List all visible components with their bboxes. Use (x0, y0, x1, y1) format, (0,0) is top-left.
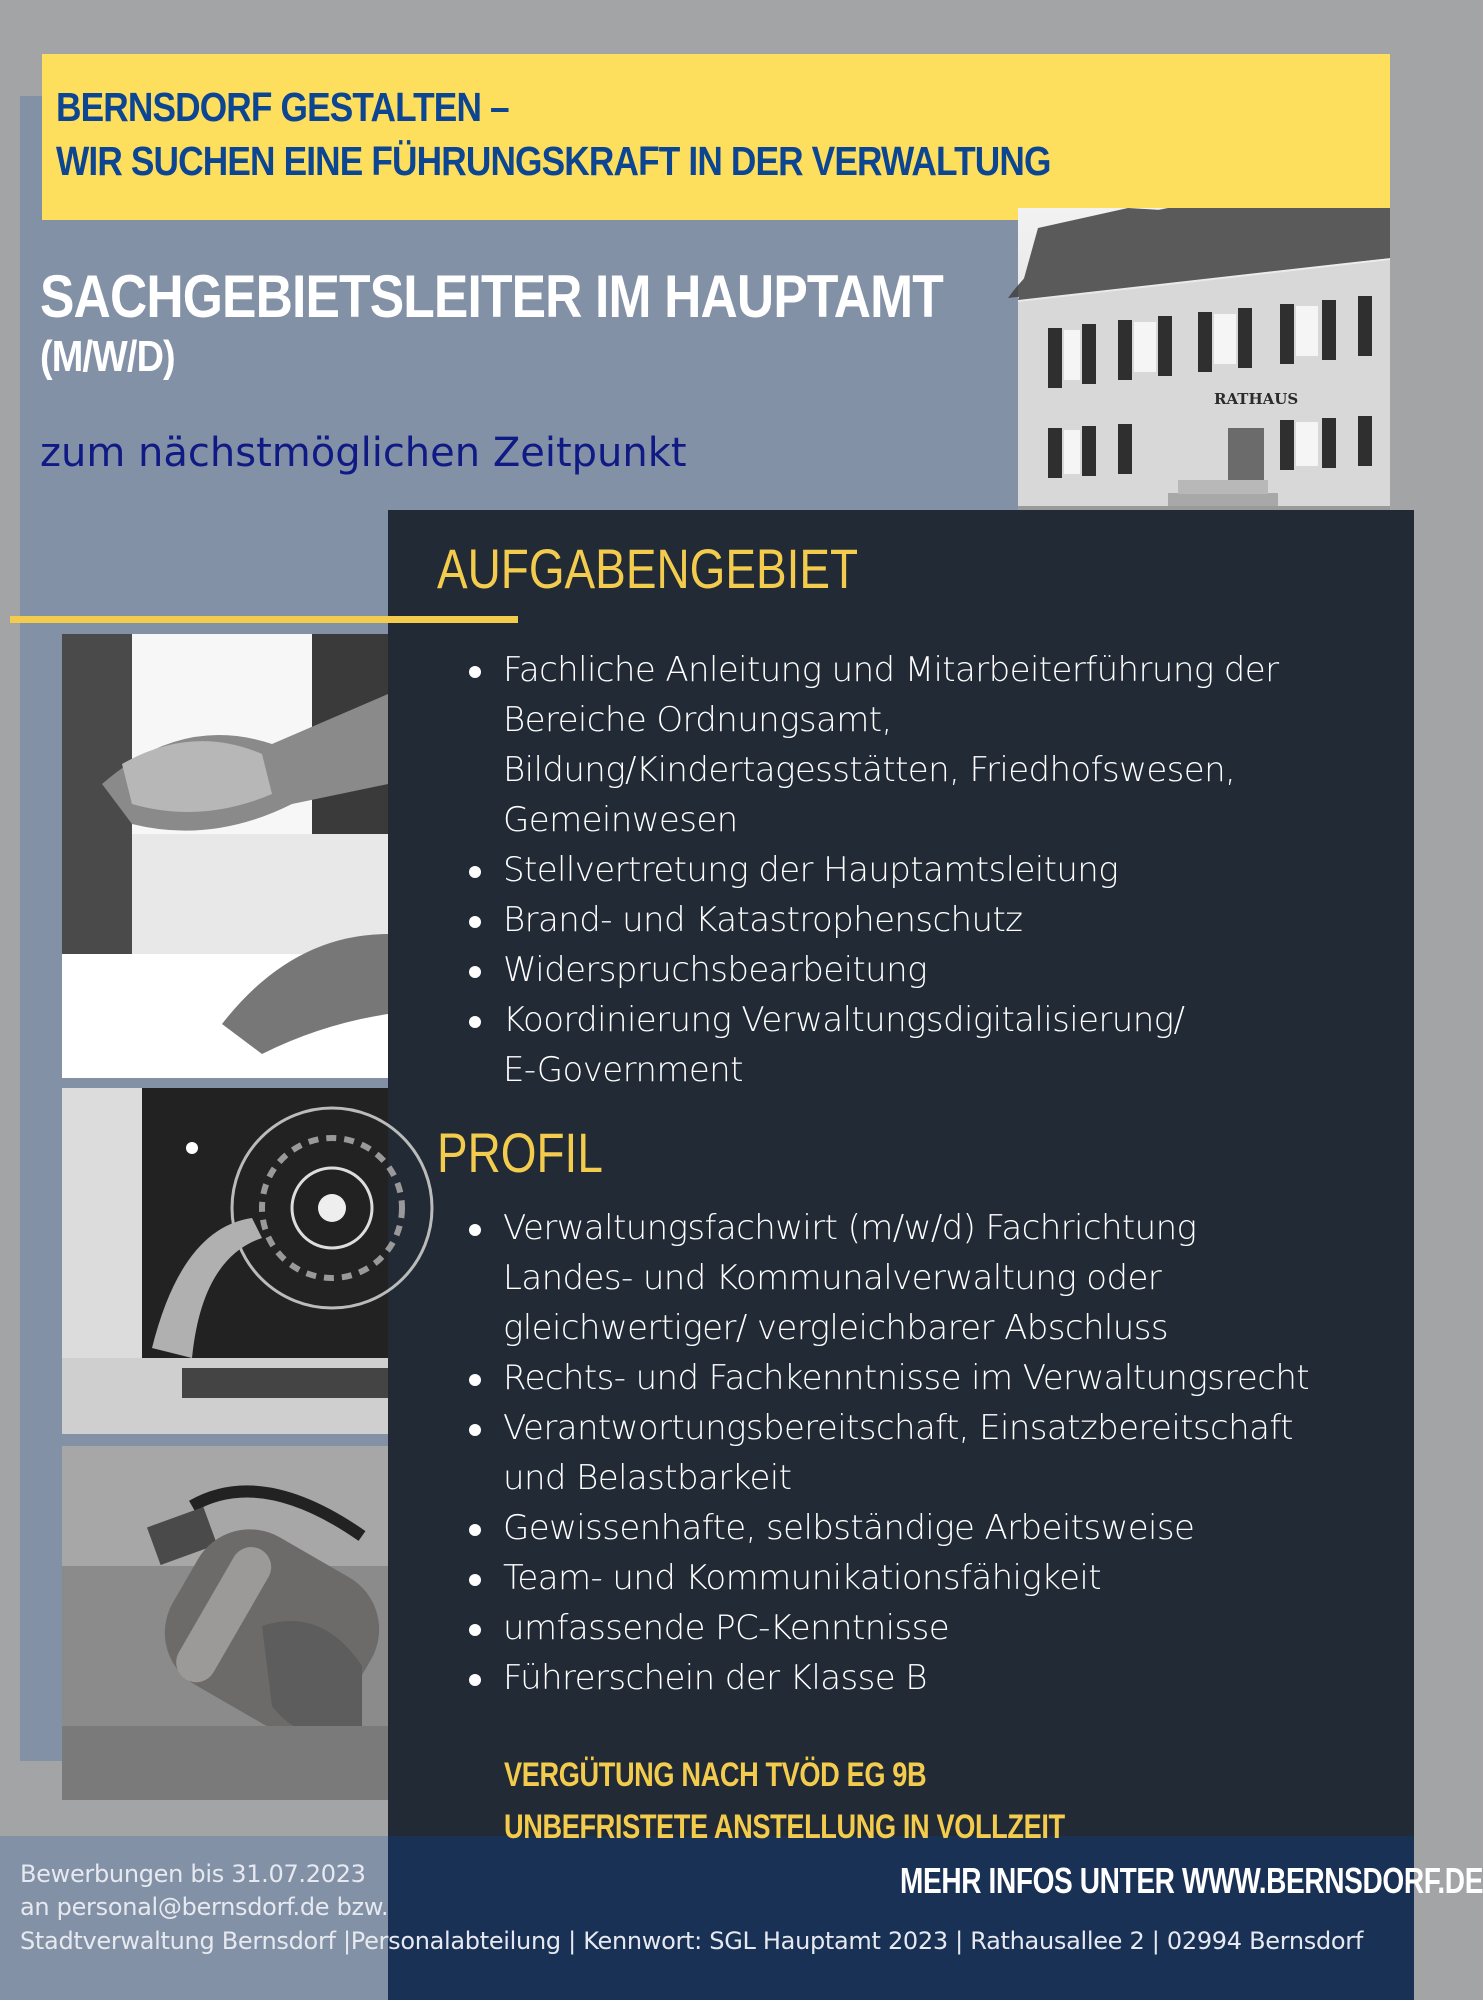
tasks-heading: AUFGABENGEBIET (437, 537, 859, 600)
application-email[interactable]: an personal@bernsdorf.de bzw. (20, 1893, 389, 1921)
banner-headline-line1: BERNSDORF GESTALTEN – (56, 84, 509, 130)
digital-interface-photo (62, 1088, 388, 1434)
list-item (503, 1403, 1403, 1503)
list-item (503, 1603, 1403, 1653)
list-item-line: Fachliche Anleitung und Mitarbeiterführung der (503, 650, 1279, 690)
handshake-photo (62, 634, 388, 1078)
application-address: Stadtverwaltung Bernsdorf |Personalabteilung | Kennwort: SGL Hauptamt 2023 | Rathausallee 2 | 02994 Bernsdorf (20, 1927, 1363, 1955)
list-item-line: Koordinierung Verwaltungsdigitalisierung/ (503, 1000, 1185, 1040)
list-item (503, 645, 1403, 845)
town-hall-illustration (1018, 208, 1390, 534)
list-item-line: Team- und Kommunikationsfähigkeit (503, 1558, 1101, 1598)
list-item (503, 1203, 1403, 1353)
start-date-note: zum nächstmöglichen Zeitpunkt (40, 430, 687, 476)
application-deadline: Bewerbungen bis 31.07.2023 (20, 1860, 366, 1888)
list-item-line: gleichwertiger/ vergleichbarer Abschluss (503, 1308, 1168, 1348)
list-item-line: E-Government (503, 1050, 743, 1090)
salary-note: VERGÜTUNG NACH TVÖD EG 9B (504, 1756, 927, 1794)
tasks-list (460, 645, 1403, 1095)
more-info-link[interactable]: MEHR INFOS UNTER WWW.BERNSDORF.DE (900, 1860, 1483, 1901)
handshake-illustration (62, 634, 388, 1078)
list-item-line: Verantwortungsbereitschaft, Einsatzbereitschaft (503, 1408, 1293, 1448)
list-item (503, 945, 1403, 995)
list-item-line: Brand- und Katastrophenschutz (503, 900, 1023, 940)
list-item (503, 1353, 1403, 1403)
list-item-line: umfassende PC-Kenntnisse (503, 1608, 950, 1648)
headline-banner (42, 54, 1390, 220)
digital-interface-illustration (62, 1088, 388, 1434)
employment-type-note: UNBEFRISTETE ANSTELLUNG IN VOLLZEIT (504, 1808, 1065, 1846)
list-item (503, 845, 1403, 895)
list-item-line: und Belastbarkeit (503, 1458, 792, 1498)
list-item (503, 995, 1403, 1095)
list-item-line: Gewissenhafte, selbständige Arbeitsweise (503, 1508, 1195, 1548)
list-item-line: Führerschein der Klasse B (503, 1658, 927, 1698)
list-item-line: Bildung/Kindertagesstätten, Friedhofswesen, (503, 750, 1236, 790)
town-hall-photo (1018, 208, 1390, 534)
banner-headline-line2: WIR SUCHEN EINE FÜHRUNGSKRAFT IN DER VERWALTUNG (56, 138, 1051, 184)
list-item-line: Landes- und Kommunalverwaltung oder (503, 1258, 1162, 1298)
list-item (503, 1553, 1403, 1603)
list-item-line: Rechts- und Fachkenntnisse im Verwaltungsrecht (503, 1358, 1309, 1398)
profile-list (460, 1203, 1403, 1703)
profile-heading: PROFIL (437, 1121, 603, 1184)
list-item-line: Widerspruchsbearbeitung (503, 950, 927, 990)
job-gender-note: (M/W/D) (40, 332, 175, 381)
job-title: SACHGEBIETSLEITER IM HAUPTAMT (40, 263, 943, 330)
list-item-line: Stellvertretung der Hauptamtsleitung (503, 850, 1119, 890)
list-item-line: Verwaltungsfachwirt (m/w/d) Fachrichtung (503, 1208, 1197, 1248)
accent-divider (10, 616, 518, 623)
town-hall-sign: RATHAUS (1214, 390, 1299, 408)
list-item (503, 895, 1403, 945)
list-item-line: Gemeinwesen (503, 800, 738, 840)
list-item (503, 1653, 1403, 1703)
fire-extinguisher-illustration (62, 1446, 388, 1800)
list-item (503, 1503, 1403, 1553)
fire-extinguisher-photo (62, 1446, 388, 1800)
list-item-line: Bereiche Ordnungsamt, (503, 700, 892, 740)
